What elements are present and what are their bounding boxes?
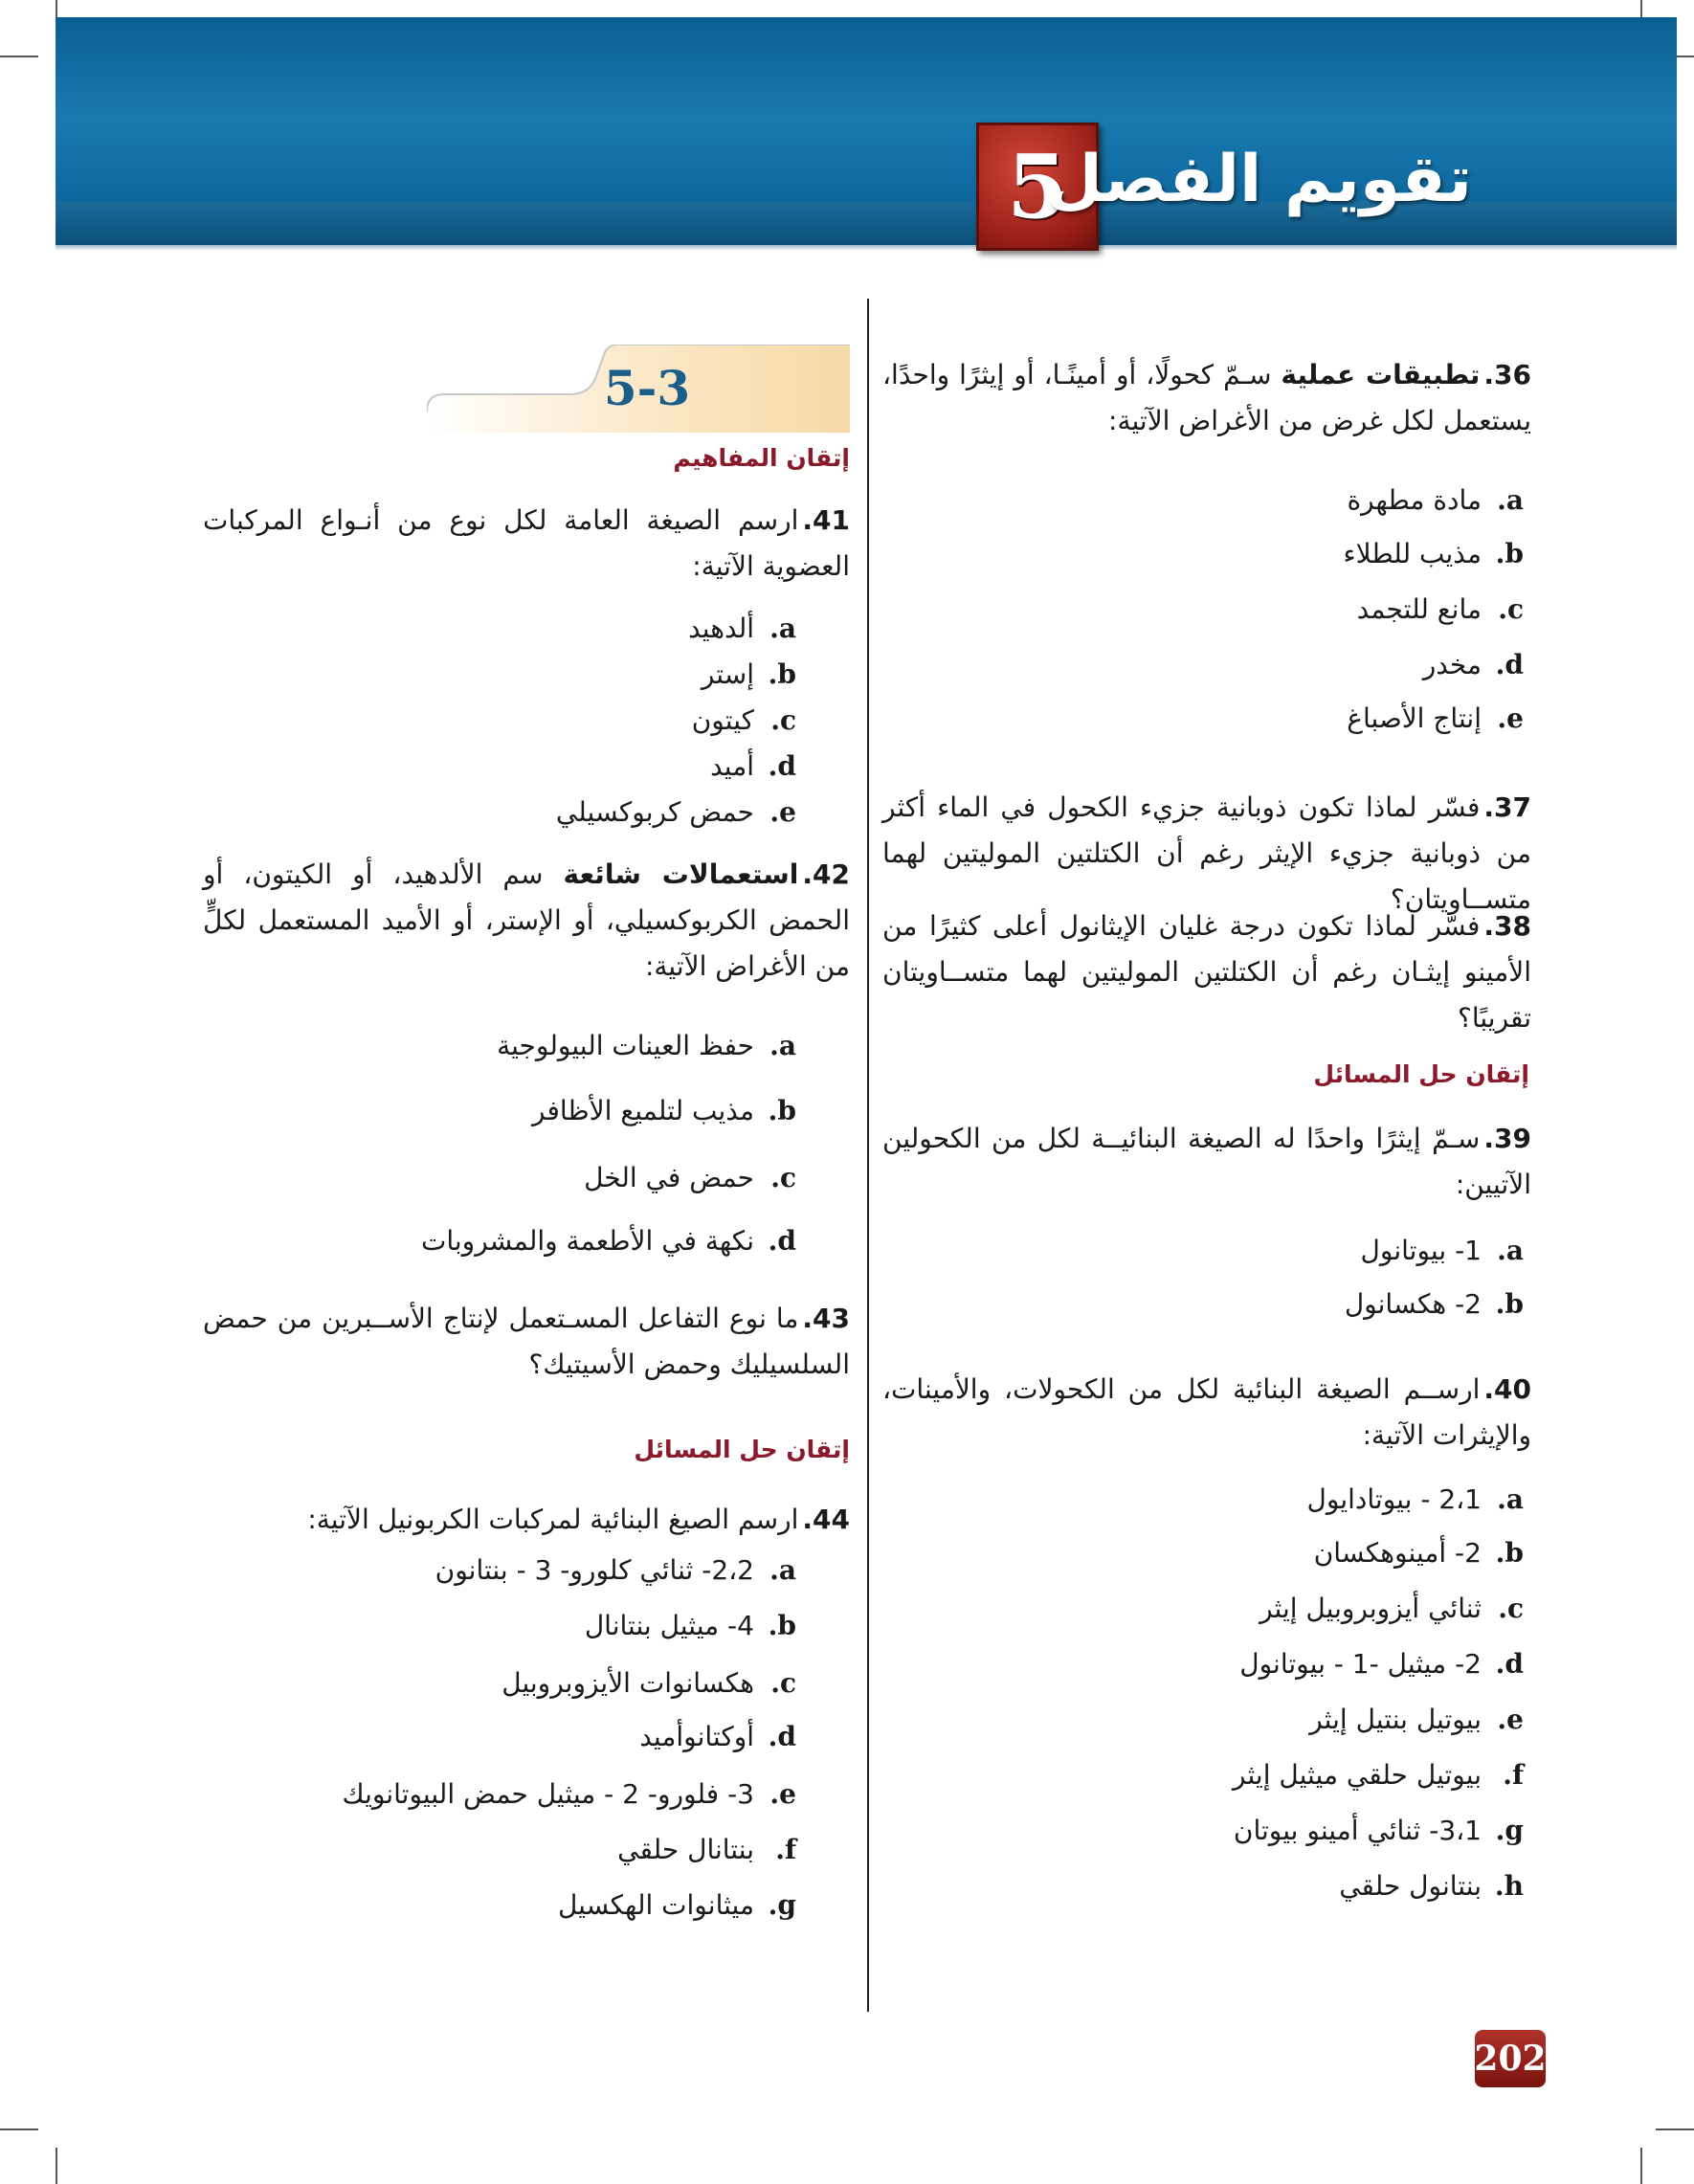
- crop-mark: [56, 2148, 57, 2184]
- question-41: 41.ارسم الصيغة العامة لكل نوع من أنـواع المركبات العضوية الآتية:: [203, 504, 850, 582]
- header-banner-shadow: [56, 245, 1677, 251]
- section-heading-problems: إتقان حل المسائل: [1313, 1060, 1529, 1088]
- list-item: e. بيوتيل بنتيل إيثر: [1309, 1704, 1524, 1735]
- list-item: d. أوكتانوأميد: [639, 1721, 796, 1752]
- list-item: b. 2- أمينوهكسان: [1313, 1537, 1524, 1569]
- list-item: e. حمض كربوكسيلي: [555, 796, 796, 828]
- list-item: e. إنتاج الأصباغ: [1347, 702, 1524, 734]
- list-item: c. مانع للتجمد: [1356, 593, 1524, 625]
- list-item: b. مذيب لتلميع الأظافر: [532, 1095, 796, 1126]
- question-39: 39.سـمّ إيثرًا واحدًا له الصيغة البنائيــة لكل من الكحولين الآتيين:: [882, 1123, 1531, 1200]
- chapter-number: 5: [1007, 135, 1069, 238]
- list-item: c. ثنائي أيزوبروبيل إيثر: [1259, 1593, 1524, 1624]
- list-item: a. 1- بيوتانول: [1360, 1235, 1524, 1266]
- list-item: e. 3- فلورو- 2 - ميثيل حمض البيوتانويك: [342, 1778, 796, 1810]
- list-item: a. حفظ العينات البيولوجية: [497, 1030, 796, 1061]
- column-divider: [867, 299, 869, 2012]
- section-heading-concepts: إتقان المفاهيم: [673, 444, 850, 472]
- crop-mark: [56, 0, 57, 19]
- list-item: f. بنتانال حلقي: [617, 1834, 796, 1865]
- list-item: c. هكسانوات الأيزوبروبيل: [502, 1667, 796, 1699]
- list-item: c. حمض في الخل: [584, 1162, 796, 1193]
- question-42: 42.استعمالات شائعة سم الألدهيد، أو الكيتون، أو الحمض الكربوكسيلي، أو الإستر، أو الأميد المستعمل لكلٍّ من الأغراض الآتية:: [203, 858, 850, 982]
- question-43: 43.ما نوع التفاعل المسـتعمل لإنتاج الأســبرين من حمض السلسيليك وحمض الأسيتيك؟: [203, 1303, 850, 1380]
- list-item: h. بنتانول حلقي: [1339, 1870, 1524, 1902]
- list-item: d. أميد: [710, 750, 796, 782]
- list-item: g. 3،1- ثنائي أمينو بيوتان: [1233, 1815, 1524, 1846]
- question-36: 36.تطبيقات عملية سـمّ كحولًا، أو أمينًـا، أو إيثرًا واحدًا، يستعمل لكل غرض من الأغراض الآتية:: [882, 359, 1532, 436]
- section-tab: [427, 345, 850, 433]
- crop-mark: [1656, 2128, 1694, 2130]
- list-item: a. مادة مطهرة: [1347, 484, 1524, 516]
- list-item: d. مخدر: [1422, 649, 1524, 680]
- question-37: 37.فسّر لماذا تكون ذوبانية جزيء الكحول في الماء أكثر من ذوبانية جزيء الإيثر رغم أن الكتلتين الموليتين لهما متســاويتان؟: [882, 791, 1531, 915]
- list-item: a. 2،2- ثنائي كلورو- 3 - بنتانون: [435, 1554, 796, 1586]
- page-number-badge: [1475, 2030, 1546, 2087]
- section-heading-problems: إتقان حل المسائل: [634, 1436, 850, 1463]
- chapter-title: تقويم الفصل: [1045, 142, 1472, 217]
- list-item: d. نكهة في الأطعمة والمشروبات: [421, 1225, 796, 1257]
- list-item: a. 2،1 - بيوتادايول: [1306, 1483, 1524, 1515]
- list-item: b. مذيب للطلاء: [1343, 538, 1524, 569]
- list-item: c. كيتون: [691, 704, 796, 736]
- list-item: a. ألدهيد: [688, 613, 796, 644]
- question-38: 38.فسّر لماذا تكون درجة غليان الإيثانول أعلى كثيرًا من الأمينو إيثـان رغم أن الكتلتين الموليتين لهما متســاويتان تقريبًا؟: [882, 910, 1531, 1034]
- crop-mark: [0, 2128, 38, 2130]
- list-item: g. ميثانوات الهكسيل: [557, 1889, 796, 1921]
- section-number: 5-3: [603, 360, 691, 416]
- list-item: b. 2- هكسانول: [1344, 1288, 1524, 1320]
- question-40: 40.ارســم الصيغة البنائية لكل من الكحولات، والأمينات، والإيثرات الآتية:: [882, 1373, 1531, 1451]
- list-item: f. بيوتيل حلقي ميثيل إيثر: [1233, 1759, 1524, 1791]
- question-44: 44.ارسم الصيغ البنائية لمركبات الكربونيل الآتية:: [307, 1504, 850, 1535]
- list-item: d. 2- ميثيل -1 - بيوتانول: [1239, 1648, 1524, 1680]
- page-number: 202: [1474, 2039, 1547, 2079]
- crop-mark: [1640, 2148, 1642, 2184]
- list-item: b. 4- ميثيل بنتانال: [584, 1610, 796, 1641]
- crop-mark: [0, 56, 38, 57]
- list-item: b. إستر: [701, 658, 796, 690]
